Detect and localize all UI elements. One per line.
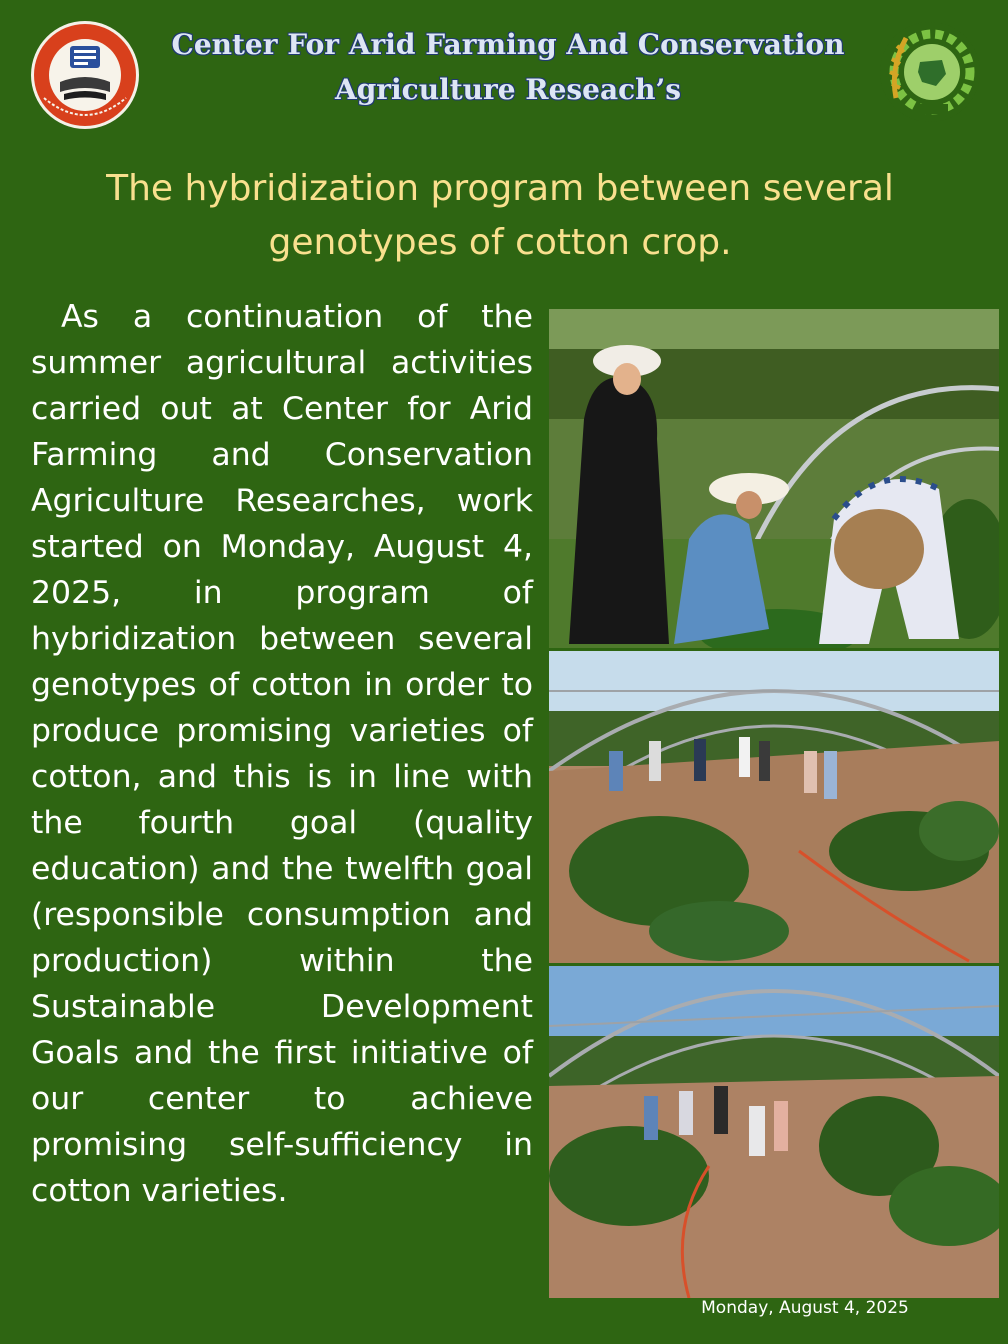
headline-line-2: genotypes of cotton crop.: [268, 222, 732, 263]
headline-line-1: The hybridization program between several: [106, 168, 894, 209]
university-seal-icon: [30, 20, 140, 130]
center-name-title: [140, 22, 876, 112]
center-emblem-icon: [876, 18, 984, 126]
center-name-line-2: Agriculture Reseach’s: [334, 73, 682, 106]
body-paragraph: As a continuation of the summer agricultural activities carried out at Center for Arid Farming and Conservation Agriculture Researches, work started on Monday, August 4, 2025, in program of hybridization between several genotypes of cotton in order to produce promising varieties of cotton, and this is in line with the fourth goal (quality education) and the twelfth goal (responsible consumption and production) within the Sustainable Development Goals and the first initiative of our center to achieve promising self-sufficiency in cotton varieties.: [31, 299, 533, 1209]
center-name-line-1: Center For Arid Farming And Conservation: [171, 28, 845, 61]
date-caption: Monday, August 4, 2025: [701, 1298, 909, 1318]
photo-greenhouse-rows-icon: [549, 651, 999, 963]
photo-researchers-pollinating-icon: [549, 309, 999, 648]
photo-greenhouse-team-icon: [549, 966, 999, 1298]
headline: [40, 162, 960, 270]
